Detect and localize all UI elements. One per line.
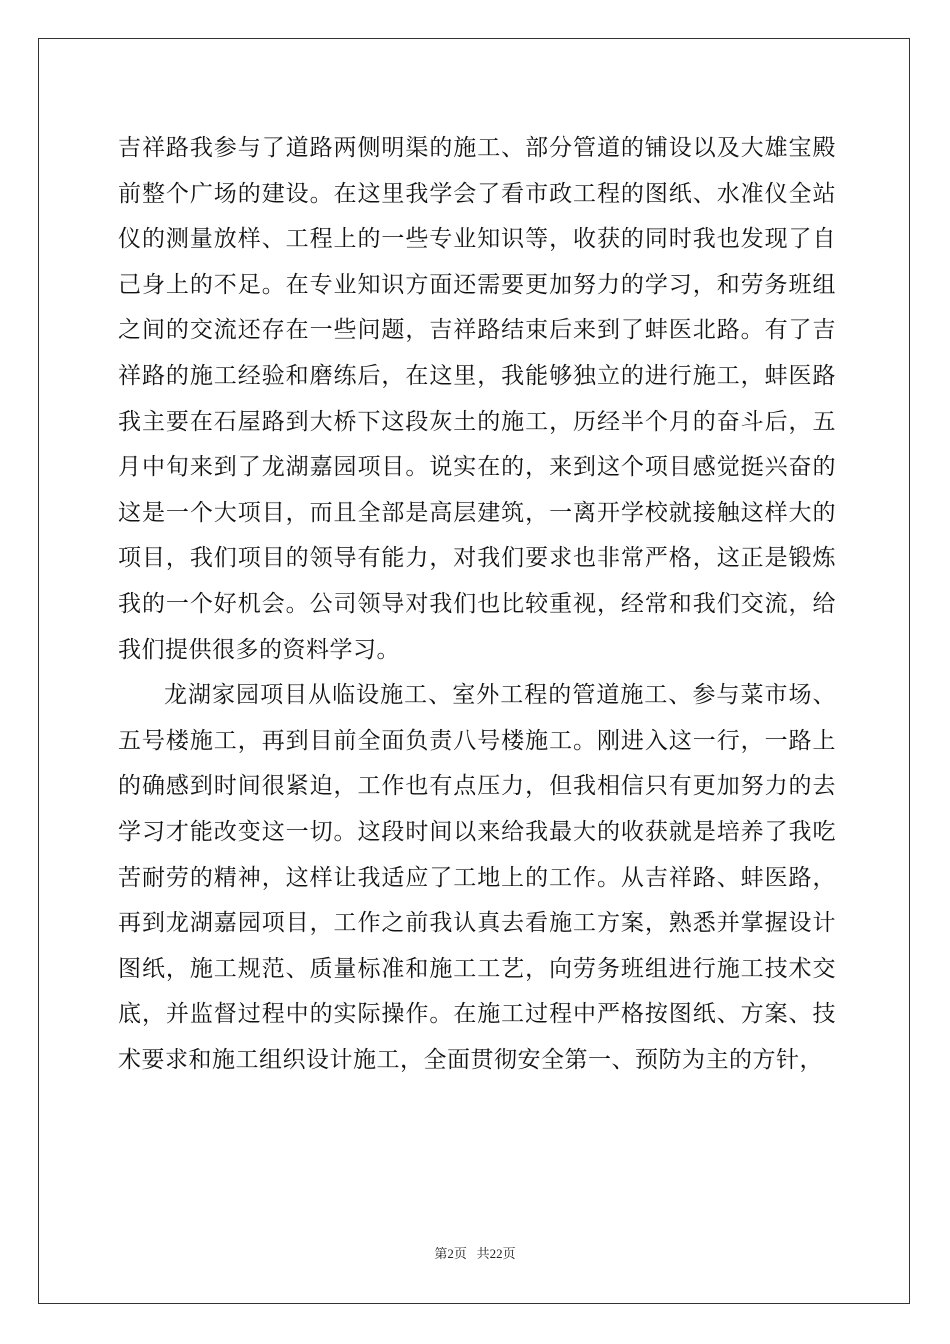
document-body: [118, 126, 836, 1083]
body-paragraph-2: 龙湖家园项目从临设施工、室外工程的管道施工、参与菜市场、五号楼施工，再到目前全面负责八号楼施工。刚进入这一行，一路上的确感到时间很紧迫，工作也有点压力，但我相信只有更加努力的去学习才能改变这一切。这段时间以来给我最大的收获就是培养了我吃苦耐劳的精神，这样让我适应了工地上的工作。从吉祥路、蚌医路，再到龙湖嘉园项目，工作之前我认真去看施工方案，熟悉并掌握设计图纸，施工规范、质量标准和施工工艺，向劳务班组进行施工技术交底，并监督过程中的实际操作。在施工过程中严格按图纸、方案、技术要求和施工组织设计施工，全面贯彻安全第一、预防为主的方针，: [118, 682, 836, 1073]
page-number-footer: 第2页 共22页: [434, 1246, 516, 1261]
body-paragraph-1: 吉祥路我参与了道路两侧明渠的施工、部分管道的铺设以及大雄宝殿前整个广场的建设。在这里我学会了看市政工程的图纸、水准仪全站仪的测量放样、工程上的一些专业知识等，收获的同时我也发现了自己身上的不足。在专业知识方面还需要更加努力的学习，和劳务班组之间的交流还存在一些问题，吉祥路结束后来到了蚌医北路。有了吉祥路的施工经验和磨练后，在这里，我能够独立的进行施工，蚌医路我主要在石屋路到大桥下这段灰土的施工，历经半个月的奋斗后，五月中旬来到了龙湖嘉园项目。说实在的，来到这个项目感觉挺兴奋的这是一个大项目，而且全部是高层建筑，一离开学校就接触这样大的项目，我们项目的领导有能力，对我们要求也非常严格，这正是锻炼我的一个好机会。公司领导对我们也比较重视，经常和我们交流，给我们提供很多的资料学习。: [118, 135, 836, 663]
